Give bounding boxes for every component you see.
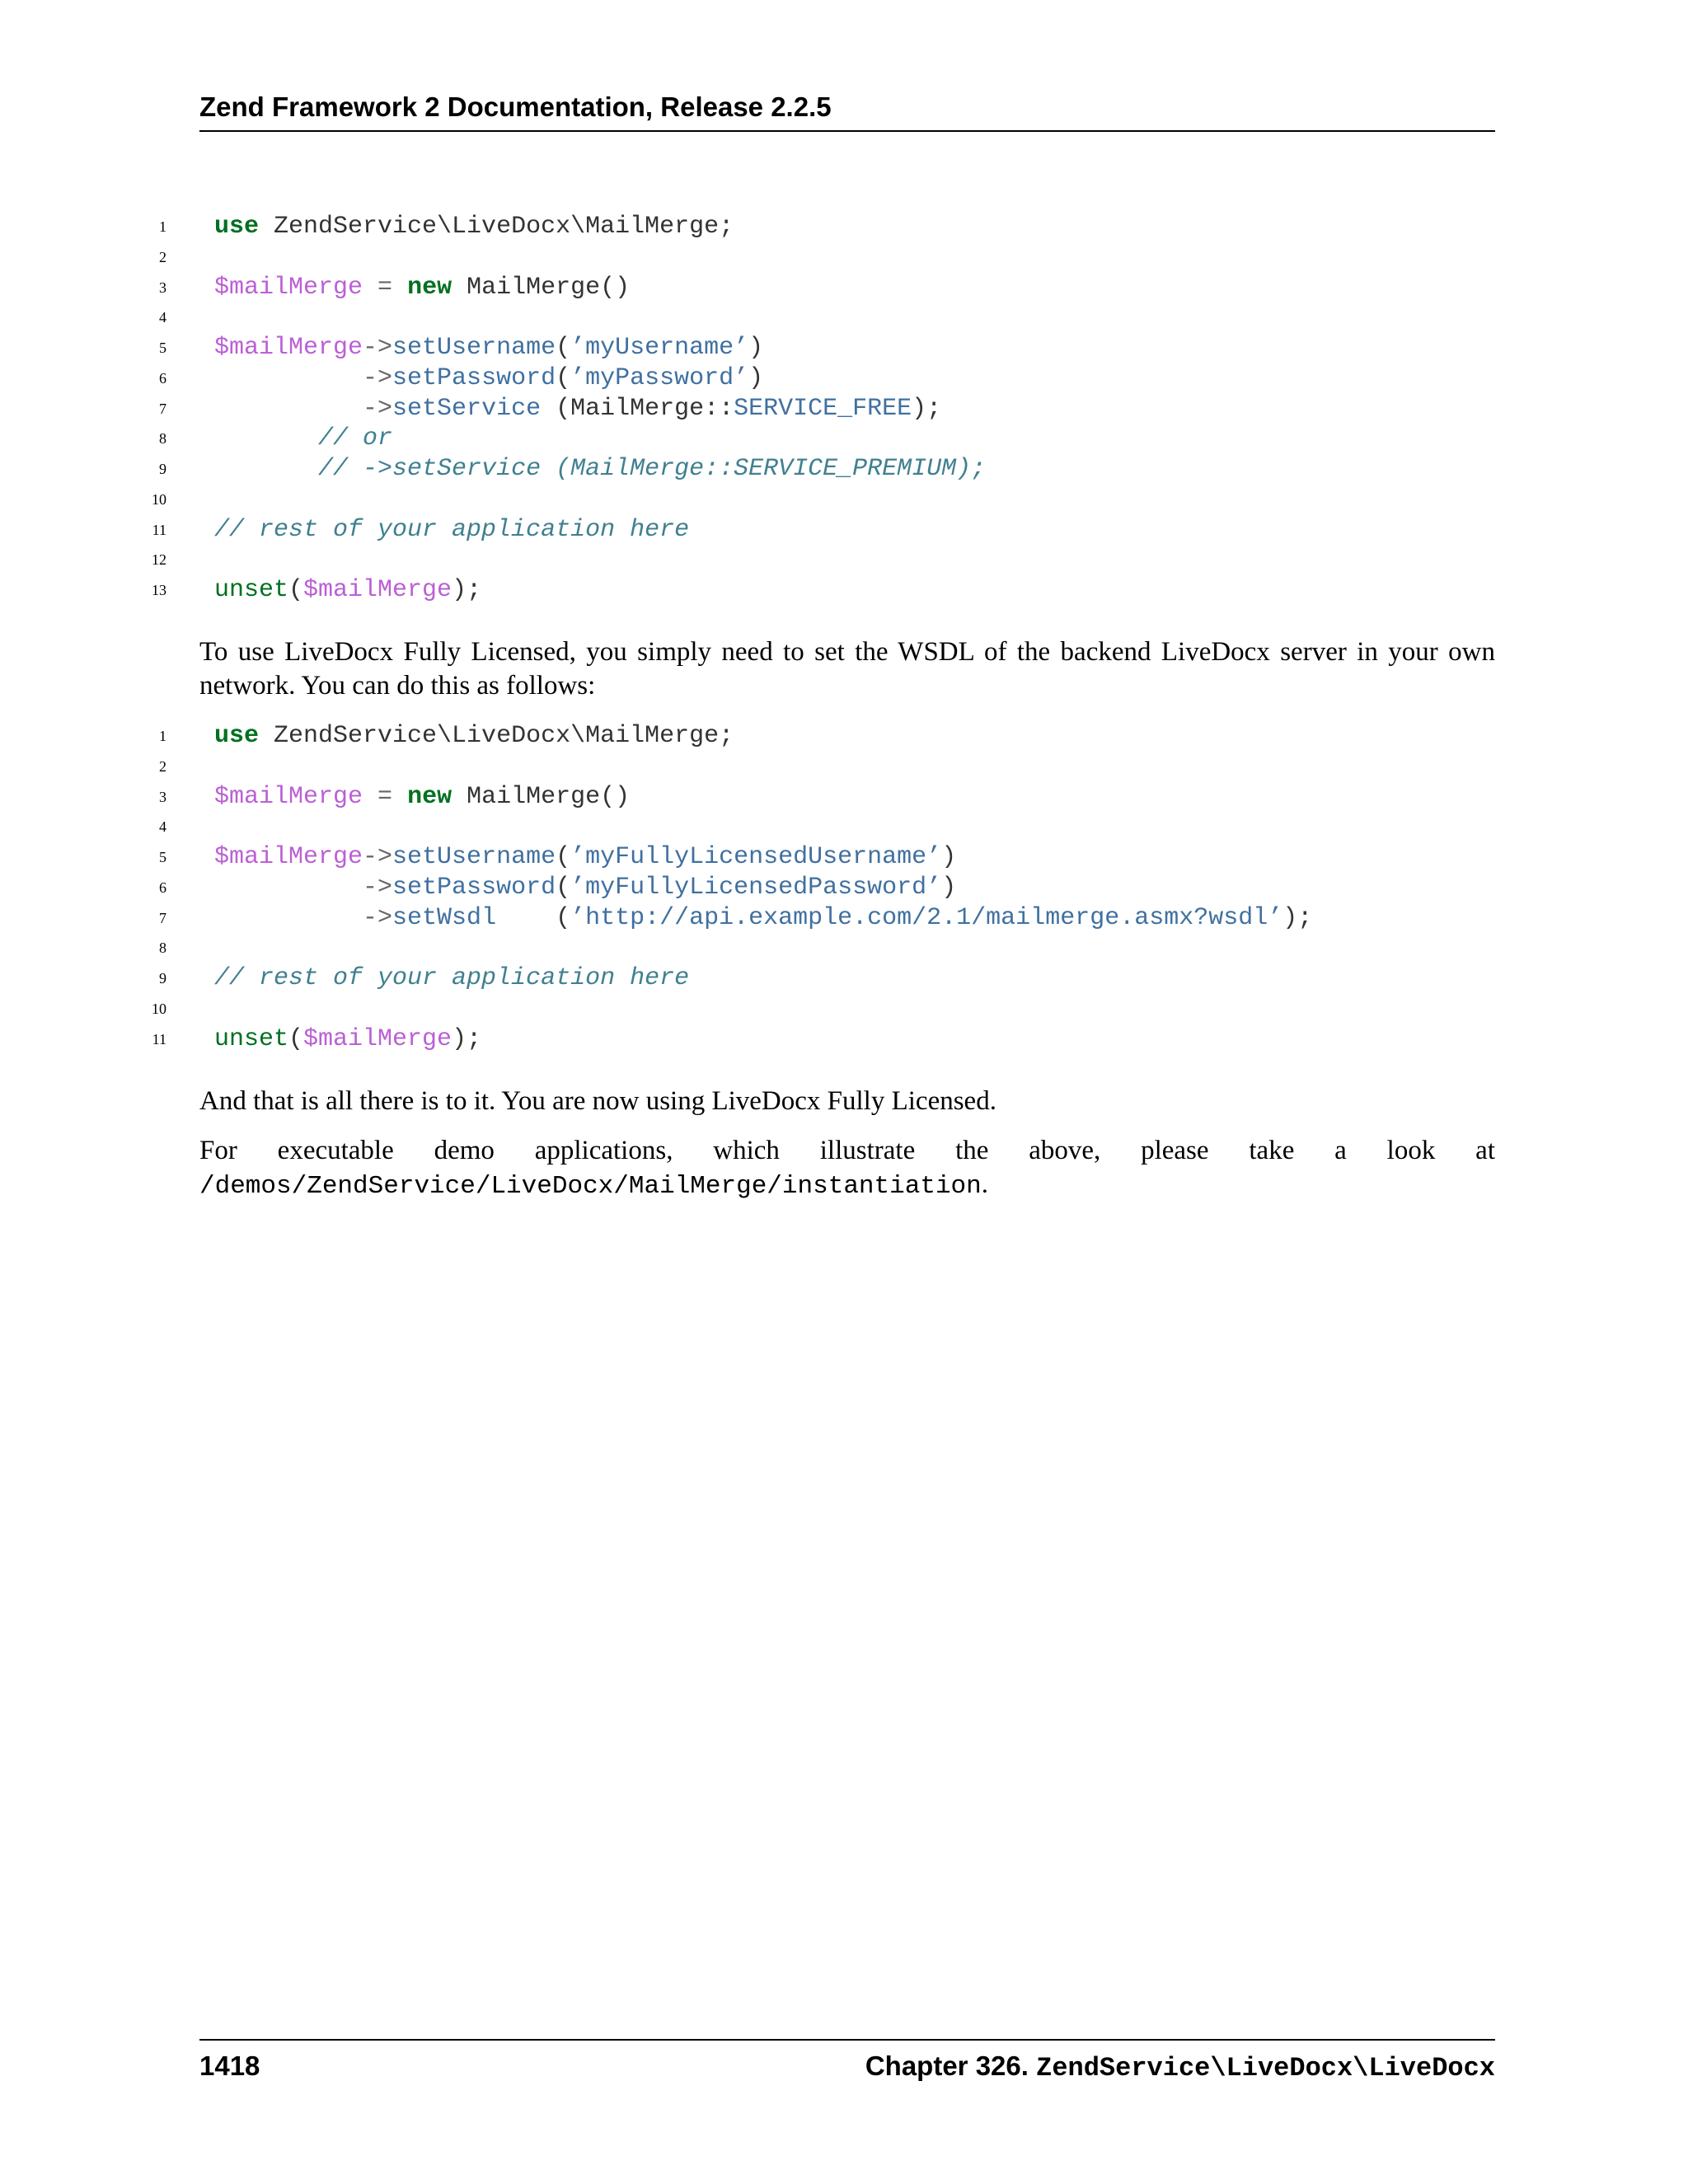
code-token: ZendService\LiveDocx\MailMerge;: [259, 722, 734, 750]
code-line: [115, 485, 1495, 515]
code-token: =: [377, 273, 393, 302]
code-line: [115, 752, 1495, 782]
code-line: [115, 963, 1495, 994]
code-token: // or: [318, 424, 393, 453]
code-token: ->: [363, 394, 393, 423]
code-token: use: [214, 213, 260, 241]
code-token: ->: [363, 903, 393, 932]
page-header: [199, 91, 1495, 132]
code-line: [115, 1024, 1495, 1055]
code-token: unset: [214, 1024, 289, 1053]
code-token: ): [941, 843, 957, 871]
code-text: [214, 575, 481, 606]
code-token: [363, 274, 377, 302]
demo-reference-end: .: [981, 1169, 989, 1199]
code-text: [214, 782, 630, 813]
line-number: 6: [159, 369, 166, 387]
code-line: [115, 575, 1495, 606]
code-token: (: [288, 1024, 304, 1053]
line-number: 13: [152, 582, 166, 598]
code-token: $mailMerge: [303, 1024, 452, 1053]
code-line: [115, 333, 1495, 363]
code-line: [115, 782, 1495, 813]
code-text: [214, 515, 689, 546]
chapter-heading: [865, 2050, 1495, 2083]
code-block-2: [115, 721, 1495, 1054]
code-token: (: [556, 363, 571, 392]
code-text: [214, 273, 630, 303]
line-number: 9: [159, 461, 166, 477]
code-token: ->: [363, 363, 393, 392]
chapter-title: ZendService\LiveDocx\LiveDocx: [1036, 2053, 1495, 2083]
code-token: );: [1282, 903, 1313, 932]
code-line: [115, 812, 1495, 842]
code-block-1: [115, 212, 1495, 606]
code-token: (: [556, 873, 571, 902]
code-token: MailMerge(): [452, 273, 631, 302]
code-text: [214, 394, 941, 424]
code-token: [214, 874, 363, 902]
code-token: setUsername: [392, 843, 556, 871]
code-text: [214, 424, 392, 454]
line-number: 2: [159, 248, 166, 265]
code-line: [115, 454, 1495, 485]
code-token: $mailMerge: [214, 782, 363, 811]
chapter-label: Chapter 326.: [865, 2050, 1029, 2081]
line-number: 8: [159, 430, 166, 448]
line-number: 5: [159, 849, 166, 865]
line-number: 3: [159, 279, 166, 296]
code-token: new: [407, 273, 452, 302]
code-token: [363, 783, 377, 811]
line-number: 8: [159, 940, 166, 957]
code-line: [115, 242, 1495, 273]
code-token: setService: [392, 394, 542, 423]
line-number: 9: [159, 970, 166, 987]
code-token: ): [941, 873, 957, 902]
code-token: SERVICE_FREE: [734, 394, 912, 423]
code-line: [115, 873, 1495, 903]
code-line: [115, 721, 1495, 752]
demo-reference-text: For executable demo applications, which illustrate the above, please take a look at: [199, 1136, 1495, 1165]
code-token: use: [214, 722, 260, 750]
code-token: ’myPassword’: [570, 363, 749, 392]
code-token: $mailMerge: [214, 334, 363, 362]
line-number: 6: [159, 879, 166, 896]
code-line: [115, 424, 1495, 454]
line-number: 12: [152, 551, 166, 569]
code-text: [214, 963, 689, 994]
code-token: ->: [363, 334, 393, 362]
demo-path: /demos/ZendService/LiveDocx/MailMerge/instantiation: [199, 1172, 982, 1201]
code-line: [115, 994, 1495, 1024]
code-token: );: [452, 576, 482, 604]
code-line: [115, 545, 1495, 575]
code-line: [115, 842, 1495, 873]
code-token: (: [288, 576, 304, 604]
code-token: ->: [363, 873, 393, 902]
code-token: (: [556, 843, 571, 871]
line-number: 11: [152, 521, 166, 538]
code-token: ’myFullyLicensedPassword’: [570, 873, 942, 902]
code-token: [214, 395, 363, 423]
line-number: 1: [159, 218, 166, 235]
code-token: $mailMerge: [303, 576, 452, 604]
line-number: 1: [159, 728, 166, 744]
code-text: [214, 903, 1312, 934]
paragraph-fully-licensed-intro: To use LiveDocx Fully Licensed, you simply need to set the WSDL of the backend LiveDocx server in your own network. You can do this as follows:: [199, 637, 1495, 701]
line-number: 4: [159, 309, 166, 326]
code-token: [392, 783, 407, 811]
code-token: (MailMerge::: [541, 394, 734, 423]
code-line: [115, 363, 1495, 394]
paragraph-conclusion: And that is all there is to it. You are now using LiveDocx Fully Licensed.: [199, 1086, 996, 1116]
code-token: (: [496, 903, 571, 932]
code-token: // rest of your application here: [214, 964, 690, 992]
code-token: [392, 274, 407, 302]
code-text: [214, 363, 763, 394]
line-number: 10: [152, 490, 166, 508]
code-text: [214, 333, 763, 363]
code-token: ZendService\LiveDocx\MailMerge;: [259, 213, 734, 241]
code-token: $mailMerge: [214, 273, 363, 302]
code-token: =: [377, 782, 393, 811]
line-number: 10: [152, 1000, 166, 1017]
code-token: ->: [363, 843, 393, 871]
line-number: 7: [159, 909, 166, 926]
code-line: [115, 903, 1495, 934]
code-token: // ->setService (MailMerge::SERVICE_PREMIUM);: [318, 455, 987, 483]
code-token: new: [407, 782, 452, 811]
code-text: [214, 873, 956, 903]
code-text: [214, 1024, 481, 1055]
code-token: ’myFullyLicensedUsername’: [570, 843, 942, 871]
code-token: ’myUsername’: [570, 334, 749, 362]
code-token: [214, 364, 363, 392]
code-token: [214, 455, 318, 483]
code-line: [115, 394, 1495, 424]
line-number: 4: [159, 818, 166, 836]
code-line: [115, 933, 1495, 963]
code-line: [115, 302, 1495, 333]
code-token: [214, 904, 363, 932]
code-token: ’http://api.example.com/2.1/mailmerge.asmx?wsdl’: [570, 903, 1283, 932]
code-token: (: [556, 334, 571, 362]
code-text: [214, 721, 734, 752]
code-token: // rest of your application here: [214, 515, 690, 544]
code-line: [115, 212, 1495, 242]
code-line: [115, 515, 1495, 546]
line-number: 2: [159, 757, 166, 775]
code-text: [214, 842, 956, 873]
code-token: setPassword: [392, 873, 556, 902]
code-token: $mailMerge: [214, 843, 363, 871]
line-number: 5: [159, 340, 166, 356]
code-token: unset: [214, 576, 289, 604]
page-footer: [199, 2039, 1495, 2090]
code-token: setWsdl: [392, 903, 497, 932]
code-text: [214, 212, 734, 242]
line-number: 3: [159, 788, 166, 805]
line-number: 7: [159, 400, 166, 417]
code-token: setPassword: [392, 363, 556, 392]
code-line: [115, 273, 1495, 303]
document-title: Zend Framework 2 Documentation, Release 2.2.5: [199, 91, 832, 122]
code-token: );: [912, 394, 942, 423]
code-token: MailMerge(): [452, 782, 631, 811]
code-token: ): [748, 363, 764, 392]
code-token: ): [748, 334, 764, 362]
paragraph-demo-reference: [199, 1134, 1495, 1203]
page-number: 1418: [199, 2050, 260, 2081]
code-token: [214, 424, 318, 452]
code-token: setUsername: [392, 334, 556, 362]
code-text: [214, 454, 986, 485]
code-token: );: [452, 1024, 482, 1053]
line-number: 11: [152, 1030, 166, 1047]
